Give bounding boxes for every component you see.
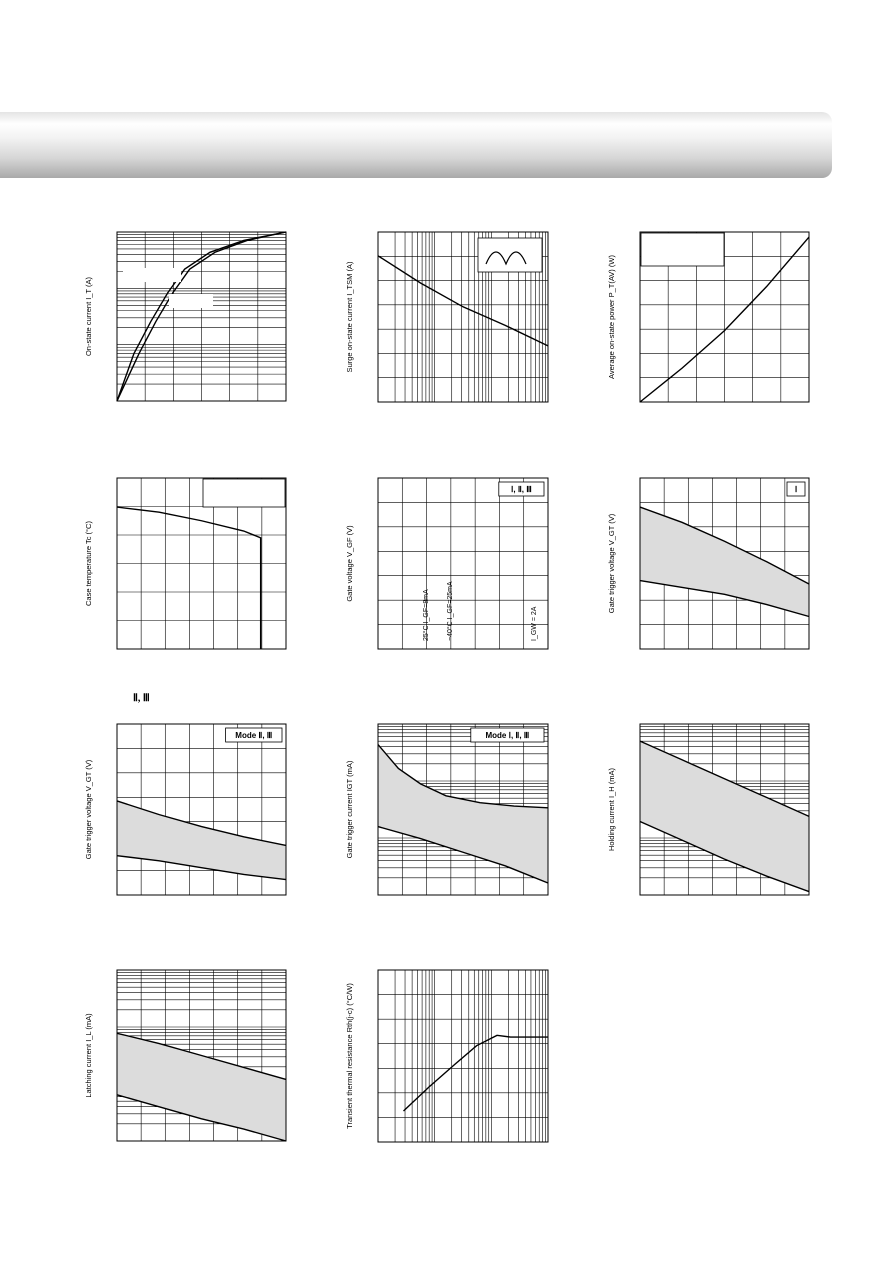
y-axis-label: Gate trigger voltage V_GT (V) <box>84 759 93 860</box>
y-axis-label: Holding current I_H (mA) <box>607 768 616 851</box>
series-line-1 <box>117 507 261 649</box>
chart-7 <box>84 724 286 895</box>
annotation-label: 25°C I_GF=8mA <box>423 589 430 641</box>
y-axis-label: Transient thermal resistance Rth(j-c) (°C/W) <box>345 983 354 1129</box>
y-axis-label: Gate trigger voltage V_GT (V) <box>607 513 616 614</box>
label-box <box>123 268 181 282</box>
shaded-band <box>378 745 548 884</box>
annotation-label: −40°C I_GF=25mA <box>447 581 454 641</box>
annotation-label: I_GW = 2A <box>531 606 538 641</box>
chart-1 <box>84 232 286 401</box>
legend-label: Mode Ⅱ, Ⅲ <box>235 731 273 740</box>
label-box <box>203 479 285 507</box>
plot-frame <box>378 970 548 1142</box>
label-box <box>641 233 724 266</box>
chart-9 <box>607 724 809 895</box>
chart-8 <box>345 724 548 895</box>
y-axis-label: Latching current I_L (mA) <box>84 1013 93 1098</box>
y-axis-label: Case temperature Tc (°C) <box>84 521 93 606</box>
y-axis-label: Gate voltage V_GF (V) <box>345 525 354 602</box>
legend-label: Ⅰ, Ⅱ, Ⅲ <box>511 485 532 494</box>
chart-6 <box>607 478 809 649</box>
waveform-inset <box>478 238 542 272</box>
y-axis-label: On-state current I_T (A) <box>84 276 93 357</box>
series-line-1 <box>404 1035 549 1111</box>
y-axis-label: Average on-state power P_T(AV) (W) <box>607 255 616 379</box>
legend-label: Mode Ⅰ, Ⅱ, Ⅲ <box>485 731 530 740</box>
chart-10 <box>84 970 286 1141</box>
y-axis-label: Surge on-state current I_TSM (A) <box>345 261 354 373</box>
chart-5 <box>345 478 548 649</box>
label-box <box>169 294 213 308</box>
chart-11 <box>345 970 548 1142</box>
y-axis-label: Gate trigger current IGT (mA) <box>345 760 354 859</box>
mode-caption: Ⅱ, Ⅲ <box>133 693 150 704</box>
legend-label: Ⅰ <box>794 485 798 494</box>
plot-frame <box>378 478 548 649</box>
